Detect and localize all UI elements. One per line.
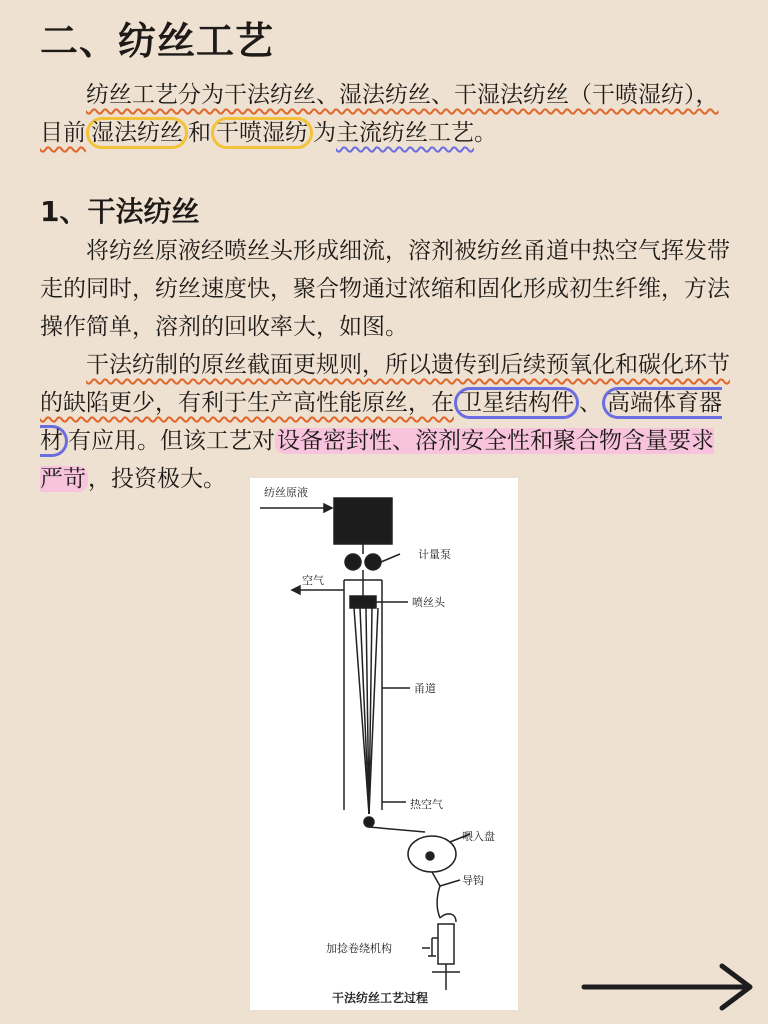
label-guide: 导钩 bbox=[462, 874, 484, 887]
para2-text: 干法纺制的原丝截面更规则，所以遗传到后续预氧化和碳化环节的缺陷更少，有利于生产高性能原丝，在 bbox=[40, 352, 730, 416]
para2-comma: 、 bbox=[579, 390, 602, 416]
satellite-term: 卫星结构件 bbox=[454, 387, 579, 419]
feed-tank bbox=[334, 498, 392, 544]
label-air: 空气 bbox=[302, 574, 324, 587]
intro-end: 。 bbox=[474, 120, 497, 146]
label-spinneret: 喷丝头 bbox=[412, 596, 445, 609]
label-channel: 甬道 bbox=[414, 682, 436, 695]
feed-arrow-head bbox=[324, 504, 332, 512]
spinneret bbox=[350, 596, 376, 608]
wet-spinning-term: 湿法纺丝 bbox=[86, 117, 188, 149]
label-feed: 纺丝原液 bbox=[264, 486, 308, 499]
section-heading: 1、干法纺丝 bbox=[40, 195, 200, 228]
intro-paragraph bbox=[40, 76, 730, 152]
requirements-highlight: 设备密封性、溶剂安全性和聚合物含量要求严苛 bbox=[40, 428, 714, 492]
next-arrow-svg bbox=[580, 958, 758, 1014]
intro-and: 和 bbox=[188, 120, 211, 146]
intro-text: 纺丝工艺分为干法纺丝、湿法纺丝、干湿法纺丝（干喷湿纺），目前 bbox=[40, 82, 719, 146]
section-paragraph-1: 将纺丝原液经喷丝头形成细流，溶剂被纺丝甬道中热空气挥发带走的同时，纺丝速度快，聚合物通过浓缩和固化形成初生纤维，方法操作简单，溶剂的回收率大，如图。 bbox=[40, 238, 730, 340]
mainstream-term: 主流纺丝工艺 bbox=[336, 120, 474, 146]
godet bbox=[364, 817, 374, 827]
right-arrow-icon[interactable] bbox=[580, 958, 758, 1018]
section-paragraph-2 bbox=[40, 346, 730, 498]
diagram-svg bbox=[250, 478, 518, 1010]
twist-winder bbox=[438, 924, 454, 964]
para2-text-b: 有应用。但该工艺对 bbox=[68, 428, 275, 454]
dry-jet-wet-term: 干喷湿纺 bbox=[211, 117, 313, 149]
para2-end: ，投资极大。 bbox=[88, 466, 226, 492]
air-outlet-arrow bbox=[292, 586, 300, 594]
guide-hook bbox=[437, 886, 440, 918]
label-pump: 计量泵 bbox=[418, 548, 451, 561]
metering-pump bbox=[345, 554, 361, 570]
label-feed-roll: 喂入盘 bbox=[462, 830, 495, 843]
label-winder: 加捻卷绕机构 bbox=[326, 942, 392, 955]
sports-equipment-term: 高端体育器材 bbox=[40, 387, 722, 457]
page-title: 二、纺丝工艺 bbox=[40, 19, 275, 63]
dry-spinning-diagram bbox=[250, 478, 518, 1010]
figure-caption: 干法纺丝工艺过程 bbox=[332, 991, 429, 1005]
label-hot-air: 热空气 bbox=[410, 798, 443, 811]
intro-text-b: 为 bbox=[313, 120, 336, 146]
